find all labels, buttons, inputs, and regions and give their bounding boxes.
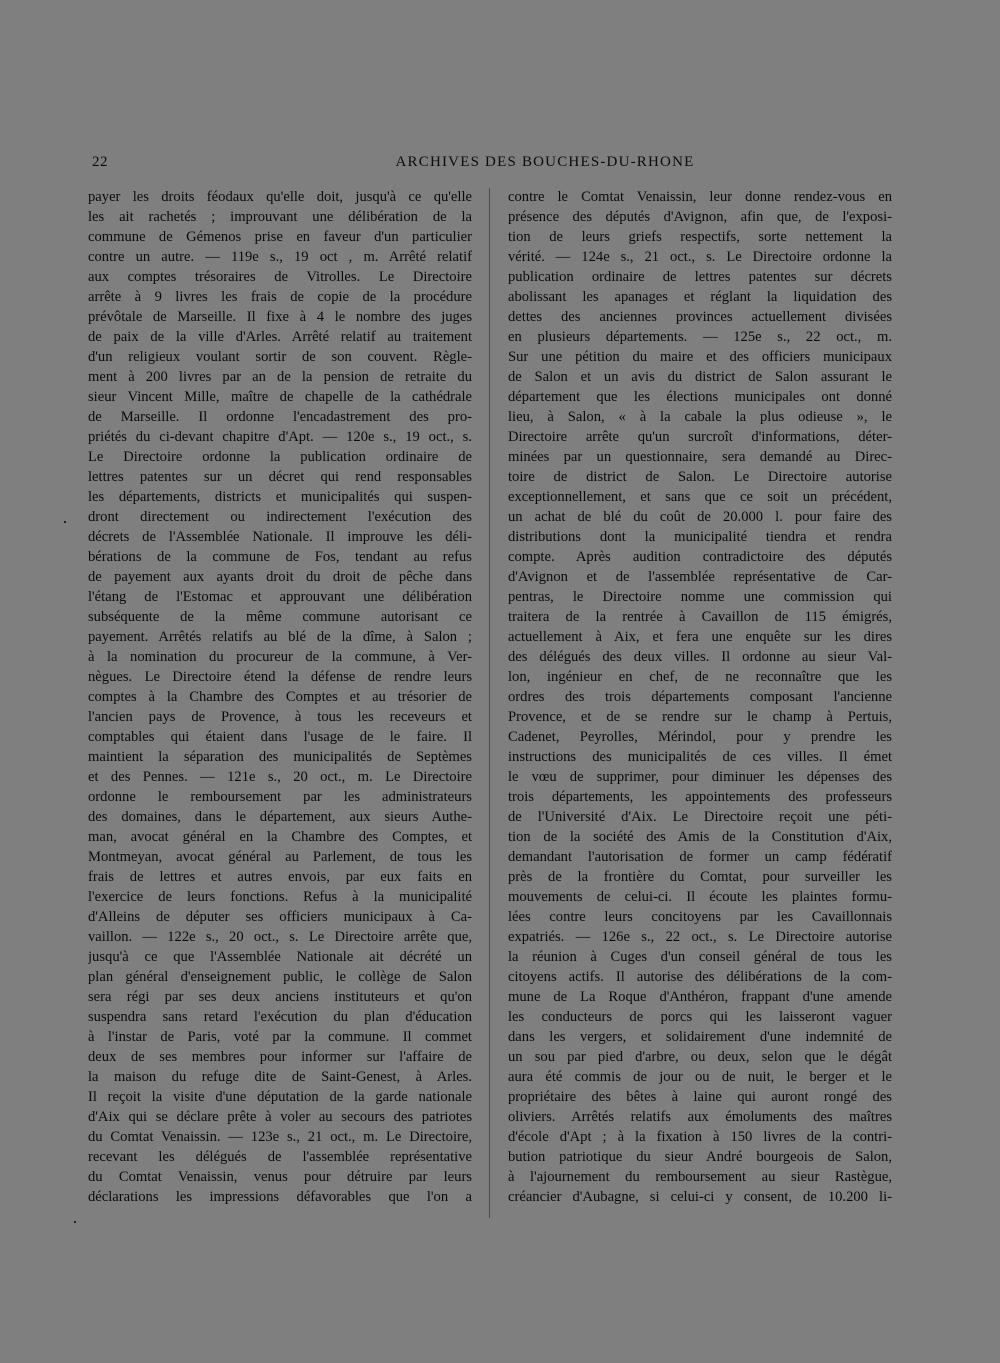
text-line: oliviers. Arrêtés relatifs aux émoluments des maîtres: [508, 1109, 892, 1125]
text-line: présence des députés d'Avignon, afin que, de l'exposi-: [508, 209, 892, 225]
text-line: sera régi par ses deux anciens instituteurs et qu'on: [88, 989, 472, 1005]
text-line: comptables qui étaient dans l'usage de le faire. Il: [88, 729, 472, 745]
text-line: des domaines, dans le département, aux sieurs Authe-: [88, 809, 472, 825]
text-line: les ait rachetés ; improuvant une délibération de la: [88, 209, 472, 225]
text-line: et des Pennes. — 121e s., 20 oct., m. Le Directoire: [88, 769, 472, 785]
text-line: instructions des municipalités de ces villes. Il émet: [508, 749, 892, 765]
text-line: ordres des trois départements composant l'ancienne: [508, 689, 892, 705]
text-line: lées contre leurs concitoyens par les Cavaillonnais: [508, 909, 892, 925]
text-line: contre le Comtat Venaissin, leur donne rendez-vous en: [508, 189, 892, 205]
text-line: priétés du ci-devant chapitre d'Apt. — 120e s., 19 oct., s.: [88, 429, 472, 445]
text-line: à l'instar de Paris, voté par la commune. Il commet: [88, 1029, 472, 1045]
text-line: pentras, le Directoire nomme une commission qui: [508, 589, 892, 605]
text-line: département que les élections municipales ont donné: [508, 389, 892, 405]
text-line: Sur une pétition du maire et des officiers municipaux: [508, 349, 892, 365]
text-line: sieur Vincent Mille, maître de chapelle de la cathédrale: [88, 389, 472, 405]
text-line: subséquente de la même commune autorisant ce: [88, 609, 472, 625]
text-line: ment à 200 livres par an de la pension de retraite du: [88, 369, 472, 385]
text-line: Le Directoire ordonne la publication ordinaire de: [88, 449, 472, 465]
text-line: en plusieurs départements. — 125e s., 22 oct., m.: [508, 329, 892, 345]
text-line: dettes des anciennes provinces actuellement divisées: [508, 309, 892, 325]
text-line: minées par un questionnaire, sera demandé au Direc-: [508, 449, 892, 465]
text-line: de paix de la ville d'Arles. Arrêté relatif au traitement: [88, 329, 472, 345]
text-line: de payement aux ayants droit du droit de pêche dans: [88, 569, 472, 585]
text-line: Provence, et de se rendre sur le champ à Pertuis,: [508, 709, 892, 725]
text-line: près de la frontière du Comtat, pour surveiller les: [508, 869, 892, 885]
text-line: mune de La Roque d'Anthéron, frappant d'une amende: [508, 989, 892, 1005]
text-line: vaillon. — 122e s., 20 oct., s. Le Directoire arrête que,: [88, 929, 472, 945]
text-line: exceptionnellement, et sans que ce soit un précédent,: [508, 489, 892, 505]
text-line: contre un autre. — 119e s., 19 oct , m. Arrêté relatif: [88, 249, 472, 265]
text-line: décrets de l'Assemblée Nationale. Il improuve les déli-: [88, 529, 472, 545]
text-line: l'exercice de leurs fonctions. Refus à la municipalité: [88, 889, 472, 905]
text-line: lieu, à Salon, « à la cabale la plus odieuse », le: [508, 409, 892, 425]
text-line: déclarations les impressions défavorables que l'on a: [88, 1189, 472, 1205]
text-line: traitera de la rentrée à Cavaillon de 115 émigrés,: [508, 609, 892, 625]
text-line: dans les vergers, et solidairement d'une indemnité de: [508, 1029, 892, 1045]
text-line: la réunion à Cuges d'un conseil général de tous les: [508, 949, 892, 965]
text-line: actuellement à Aix, et fera une enquête sur les dires: [508, 629, 892, 645]
text-line: lon, ingénieur en chef, de ne reconnaître que les: [508, 669, 892, 685]
text-line: abolissant les apanages et réglant la liquidation des: [508, 289, 892, 305]
text-line: Directoire arrête qu'un surcroît d'informations, déter-: [508, 429, 892, 445]
text-line: les départements, districts et municipalités qui suspen-: [88, 489, 472, 505]
text-line: aux comptes trésoraires de Vitrolles. Le Directoire: [88, 269, 472, 285]
text-line: d'Alleins de députer ses officiers municipaux à Ca-: [88, 909, 472, 925]
text-line: trois départements, les appointements des professeurs: [508, 789, 892, 805]
text-line: tion de leurs griefs respectifs, sorte nettement la: [508, 229, 892, 245]
text-line: arrête à 9 livres les frais de copie de la procédure: [88, 289, 472, 305]
text-line: créancier d'Aubagne, si celui-ci y consent, de 10.200 li-: [508, 1189, 892, 1205]
text-line: payement. Arrêtés relatifs au blé de la dîme, à Salon ;: [88, 629, 472, 645]
text-line: payer les droits féodaux qu'elle doit, jusqu'à ce qu'elle: [88, 189, 472, 205]
text-line: mouvements de celui-ci. Il écoute les plaintes formu-: [508, 889, 892, 905]
text-line: comptes à la Chambre des Comptes et au trésorier de: [88, 689, 472, 705]
text-line: d'Aix qui se déclare prête à voler au secours des patriotes: [88, 1109, 472, 1125]
text-line: vérité. — 124e s., 21 oct., s. Le Directoire ordonne la: [508, 249, 892, 265]
text-line: Cadenet, Peyrolles, Mérindol, pour y prendre les: [508, 729, 892, 745]
text-line: Montmeyan, avocat général au Parlement, de tous les: [88, 849, 472, 865]
text-line: du Comtat Venaissin, venus pour détruire par leurs: [88, 1169, 472, 1185]
text-line: du Comtat Venaissin. — 123e s., 21 oct., m. Le Directoire,: [88, 1129, 472, 1145]
text-line: publication ordinaire de lettres patentes sur décrets: [508, 269, 892, 285]
scan-speck: [74, 1221, 76, 1223]
text-line: plan général d'enseignement public, le collège de Salon: [88, 969, 472, 985]
text-line: bérations de la commune de Fos, tendant au refus: [88, 549, 472, 565]
text-line: l'ancien pays de Provence, à tous les receveurs et: [88, 709, 472, 725]
text-line: de l'Université d'Aix. Le Directoire reçoit une péti-: [508, 809, 892, 825]
text-line: suspendra sans retard l'exécution du plan d'éducation: [88, 1009, 472, 1025]
column-divider: [489, 188, 490, 1218]
running-title: ARCHIVES DES BOUCHES-DU-RHONE: [395, 154, 695, 170]
text-line: propriétaire des bêtes à laine qui auront rongé des: [508, 1089, 892, 1105]
scan-speck: [64, 521, 66, 523]
text-line: la maison du refuge dite de Saint-Genest, à Arles.: [88, 1069, 472, 1085]
text-line: d'Avignon et de l'assemblée représentative de Car-: [508, 569, 892, 585]
text-line: dront directement ou indirectement l'exécution des: [88, 509, 472, 525]
text-line: recevant les délégués de l'assemblée représentative: [88, 1149, 472, 1165]
text-line: aura été commis de jour ou de nuit, le berger et le: [508, 1069, 892, 1085]
text-line: Il reçoit la visite d'une députation de la garde nationale: [88, 1089, 472, 1105]
text-line: distributions dont la municipalité tiendra et rendra: [508, 529, 892, 545]
text-line: tion de la société des Amis de la Constitution d'Aix,: [508, 829, 892, 845]
text-line: de Marseille. Il ordonne l'encadastrement des pro-: [88, 409, 472, 425]
text-line: jusqu'à ce que l'Assemblée Nationale ait décrété un: [88, 949, 472, 965]
text-line: toire de district de Salon. Le Directoire autorise: [508, 469, 892, 485]
text-line: à la nomination du procureur de la commune, à Ver-: [88, 649, 472, 665]
text-line: man, avocat général en la Chambre des Comptes, et: [88, 829, 472, 845]
text-line: d'école d'Apt ; à la fixation à 150 livres de la contri-: [508, 1129, 892, 1145]
text-line: bution patriotique du sieur André bourgeois de Salon,: [508, 1149, 892, 1165]
text-line: demandant l'autorisation de former un camp fédératif: [508, 849, 892, 865]
text-line: le vœu de supprimer, pour diminuer les dépenses des: [508, 769, 892, 785]
text-line: des délégués des deux villes. Il ordonne au sieur Val-: [508, 649, 892, 665]
text-line: un achat de blé du coût de 20.000 l. pour faire des: [508, 509, 892, 525]
text-line: un sou par pied d'arbre, ou deux, selon que le dégât: [508, 1049, 892, 1065]
text-line: nègues. Le Directoire étend la défense de rendre leurs: [88, 669, 472, 685]
text-line: compte. Après audition contradictoire des députés: [508, 549, 892, 565]
text-line: d'un religieux voulant sortir de son couvent. Règle-: [88, 349, 472, 365]
text-line: ordonne le remboursement par les administrateurs: [88, 789, 472, 805]
text-line: de Salon et un avis du district de Salon assurant le: [508, 369, 892, 385]
text-line: les conducteurs de porcs qui les laisseront vaguer: [508, 1009, 892, 1025]
text-line: frais de lettres et autres envois, par eux faits en: [88, 869, 472, 885]
text-line: deux de ses membres pour informer sur l'affaire de: [88, 1049, 472, 1065]
text-line: prévôtale de Marseille. Il fixe à 4 le nombre des juges: [88, 309, 472, 325]
text-line: maintient la séparation des municipalités de Septèmes: [88, 749, 472, 765]
text-line: l'étang de l'Estomac et approuvant une délibération: [88, 589, 472, 605]
text-line: à l'ajournement du remboursement au sieur Rastègue,: [508, 1169, 892, 1185]
page-number: 22: [92, 154, 108, 170]
left-column: [88, 187, 472, 1227]
text-line: commune de Gémenos prise en faveur d'un particulier: [88, 229, 472, 245]
text-line: lettres patentes sur un décret qui rend responsables: [88, 469, 472, 485]
text-line: expatriés. — 126e s., 22 oct., s. Le Directoire autorise: [508, 929, 892, 945]
text-line: citoyens actifs. Il autorise des délibérations de la com-: [508, 969, 892, 985]
right-column: [508, 187, 892, 1227]
